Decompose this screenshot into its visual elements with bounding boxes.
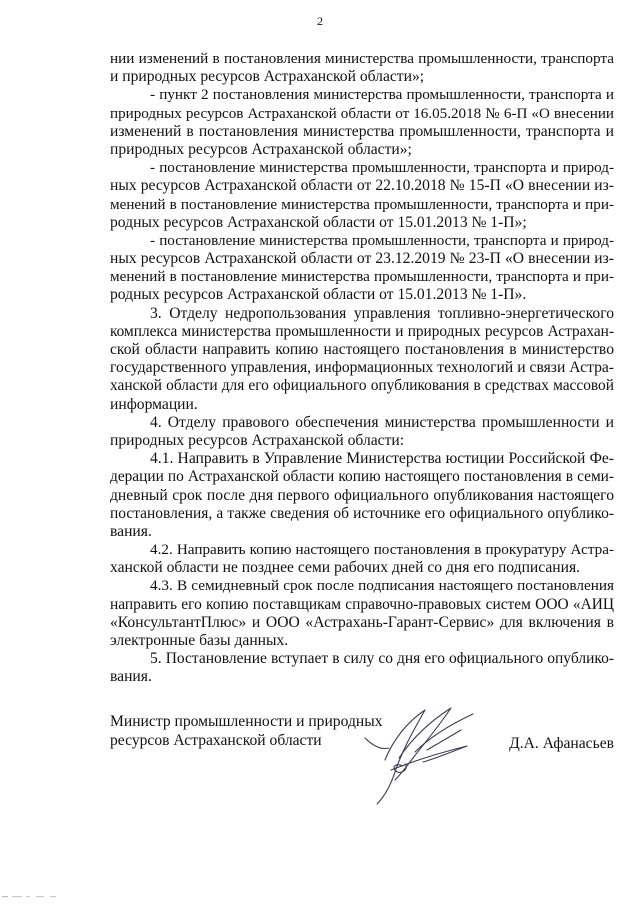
text-line: 4.2. Направить копию настоящего постановления в прокуратуру Астра-	[150, 541, 614, 559]
text-line: 4. Отделу правового обеспечения министерства промышленности и	[150, 413, 614, 431]
text-line: постановления, а также сведения об источнике его официального опублико-	[110, 504, 614, 522]
text-line: изменений в постановления министерства промышленности, транспорта и	[110, 122, 614, 140]
text-line: дневный срок после дня первого официального опубликования настоящего	[110, 486, 614, 504]
scan-artifact	[0, 895, 70, 899]
text-line: природных ресурсов Астраханской области от 16.05.2018 № 6-П «О внесении	[110, 105, 614, 122]
text-line: 5. Постановление вступает в силу со дня его официального опублико-	[150, 650, 614, 668]
text-line: 3. Отделу недропользования управления топливно-энергетического	[150, 304, 614, 322]
signatory-position	[110, 713, 383, 750]
text-line: 4.3. В семидневный срок после подписания настоящего постановления	[150, 577, 614, 595]
text-line: ных ресурсов Астраханской области от 22.10.2018 № 15-П «О внесении из-	[110, 177, 614, 195]
text-line: ных ресурсов Астраханской области от 23.12.2019 № 23-П «О внесении из-	[110, 250, 614, 268]
signatory-position-line: ресурсов Астраханской области	[110, 731, 322, 749]
text-line: вания.	[110, 522, 152, 540]
text-line: природных ресурсов Астраханской области»;	[110, 140, 412, 158]
page-number: 2	[317, 14, 323, 28]
text-line: 4.1. Направить в Управление Министерства юстиции Российской Фе-	[150, 450, 614, 468]
text-line: - постановление министерства промышленности, транспорта и природ-	[150, 232, 614, 249]
signatory-position-line: Министр промышленности и природных	[110, 713, 383, 730]
text-line: - пункт 2 постановления министерства промышленности, транспорта и	[150, 86, 614, 104]
text-line: нии изменений в постановления министерства промышленности, транспорта	[110, 50, 614, 67]
signatory-name: Д.А. Афанасьев	[509, 735, 614, 752]
text-line: дерации по Астраханской области копию настоящего постановления в семи-	[110, 468, 614, 486]
text-line: вания.	[110, 668, 152, 686]
text-line: и природных ресурсов Астраханской области»;	[110, 68, 425, 86]
text-line: ханской области для его официального опубликования в средствах массовой	[110, 377, 614, 395]
text-line: природных ресурсов Астраханской области:	[110, 431, 405, 449]
text-line: ханской области не позднее семи рабочих дней со дня его подписания.	[110, 559, 581, 577]
text-line: ской области направить копию настоящего постановления в министерство	[110, 341, 614, 358]
document-body	[110, 50, 614, 687]
text-line: менений в постановление министерства промышленности, транспорта и при-	[110, 268, 614, 286]
handwritten-signature	[355, 700, 485, 810]
text-line: родных ресурсов Астраханской области от 15.01.2013 № 1-П».	[110, 286, 527, 304]
text-line: «КонсультантПлюс» и ООО «Астрахань-Гарант-Сервис» для включения в	[110, 613, 614, 631]
text-line: комплекса министерства промышленности и природных ресурсов Астрахан-	[110, 322, 614, 340]
text-line: государственного управления, информационных технологий и связи Астра-	[110, 359, 614, 377]
text-line: родных ресурсов Астраханской области от 15.01.2013 № 1-П»;	[110, 213, 527, 231]
text-line: направить его копию поставщикам справочно-правовых систем ООО «АИЦ	[110, 595, 614, 613]
text-line: - постановление министерства промышленности, транспорта и природ-	[150, 160, 614, 177]
text-line: менений в постановление министерства промышленности, транспорта и при-	[110, 195, 614, 213]
text-line: информации.	[110, 395, 198, 413]
text-line: электронные базы данных.	[110, 632, 289, 649]
